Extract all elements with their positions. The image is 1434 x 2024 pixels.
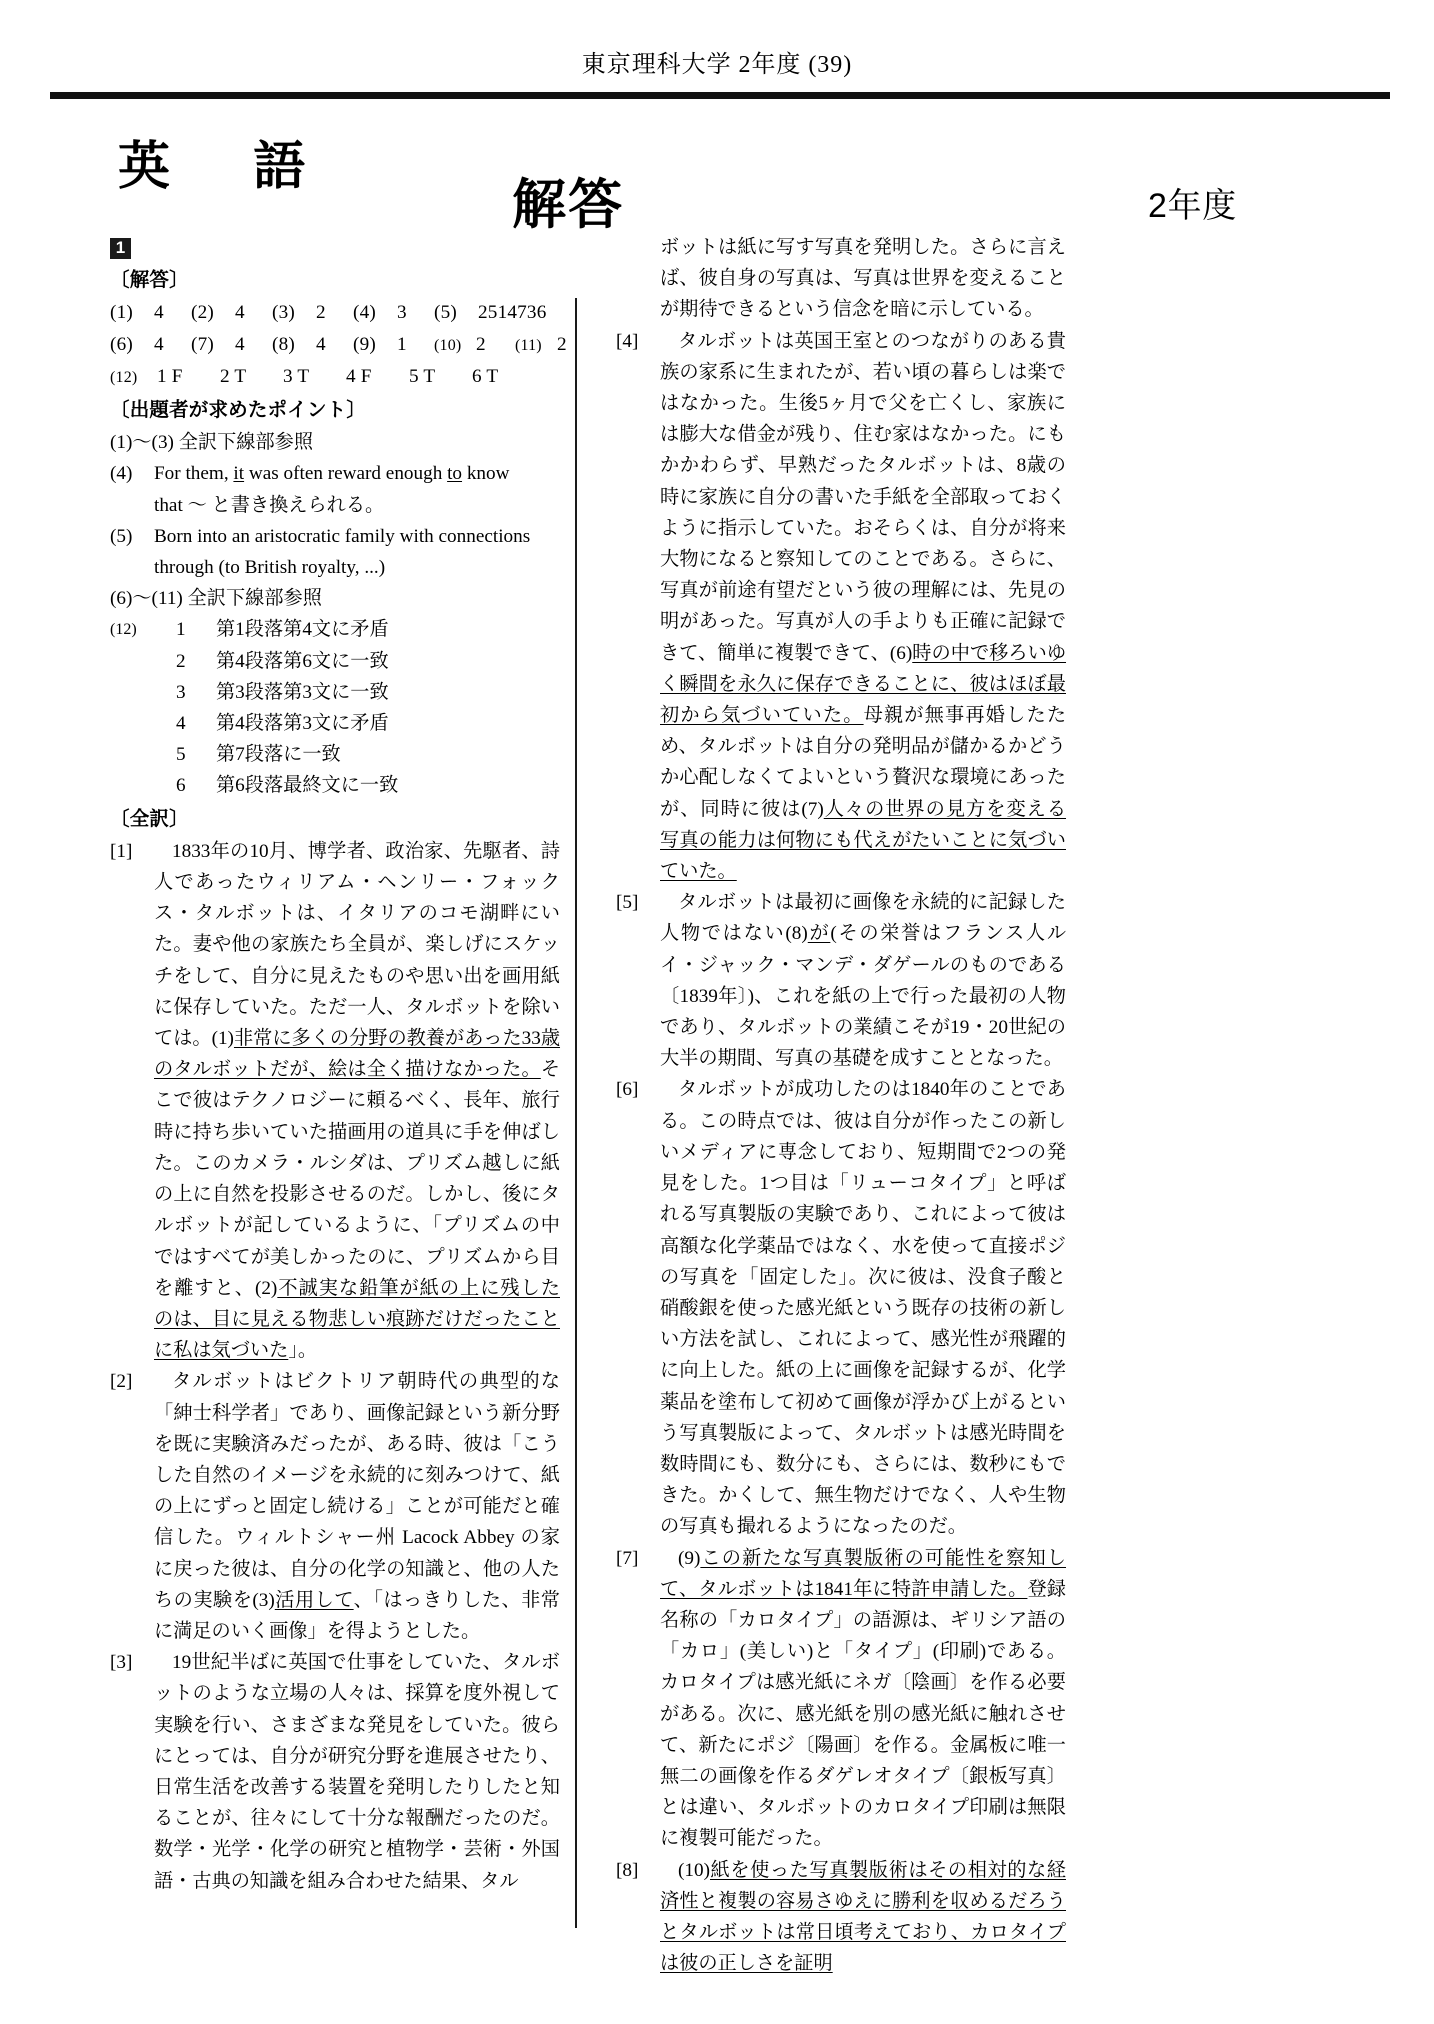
answer-value: 1 F: [157, 365, 183, 387]
underlined-text: が: [807, 923, 831, 945]
answer-label: (4): [353, 302, 376, 324]
translation-paragraph-3-continued: [616, 232, 1066, 326]
list-item-number: 1: [176, 619, 186, 641]
paragraph-text: (10): [678, 1859, 710, 1881]
right-column: [616, 232, 1066, 1979]
header-rule: [50, 92, 1390, 99]
answer-value: 6 T: [472, 365, 499, 387]
list-item-number: 5: [176, 744, 186, 766]
running-head: 東京理科大学 2年度 (39): [581, 52, 853, 78]
list-item-label: 第4段落第3文に矛盾: [216, 713, 389, 735]
points-line-1-3: (1)〜(3) 全訳下線部参照: [110, 432, 314, 454]
underlined-text: 非常に多くの分野の教養があった33歳のタルボットだが、絵は全く描けなかった。: [154, 1028, 561, 1081]
underlined-text: 活用して: [274, 1589, 354, 1611]
answer-value: 4: [316, 333, 326, 355]
list-item-label: 第6段落最終文に一致: [216, 775, 399, 797]
answer-value: 4 F: [346, 365, 372, 387]
list-item: [110, 677, 560, 708]
list-item-label: 第1段落第4文に矛盾: [216, 619, 389, 641]
translation-paragraph-5: [616, 887, 1066, 1074]
translation-heading: 〔全訳〕: [110, 807, 189, 830]
answer-row-12: [110, 361, 560, 393]
list-item-label: 第4段落第6文に一致: [216, 650, 389, 672]
translation-paragraph-3: [110, 1647, 560, 1897]
answer-label: (8): [272, 333, 295, 355]
paragraph-text: そこで彼はテクノロジーに頼るべく、長年、旅行時に持ち歩いていた描画用の道具に手を伸ばした。このカメラ・ルシダは、プリズム越しに紙の上に自然を投影させるのだ。しかし、後にタルボットが記しているように、「プリズムの中ではすべてが美しかったのに、プリズムから目を離すと、(2): [154, 1059, 560, 1299]
answer-value: 4: [235, 333, 245, 355]
paragraph-text: 19世紀半ばに英国で仕事をしていた、タルボットのような立場の人々は、採算を度外視して実験を行い、さまざまな発見をしていた。彼らにとっては、自分が研究分野を進展させたり、日常生活を改善する装置を発明したりしたと知ることが、往々にして十分な報酬だったのだ。数学・光学・化学の研究と植物学・芸術・外国語・古典の知識を組み合わせた結果、タル: [154, 1652, 560, 1892]
answer-row-1: [110, 297, 560, 328]
points-item-tag: (12): [110, 621, 137, 639]
paragraph-number: [7]: [616, 1547, 639, 1569]
list-item: [110, 708, 560, 739]
translation-paragraph-8: [616, 1855, 1066, 1980]
answer-label: (9): [353, 333, 376, 355]
points-item-text-cont: through (to British royalty, ...): [154, 557, 386, 579]
answers-heading: 〔解答〕: [110, 269, 189, 292]
paragraph-text: ボットは紙に写す写真を発明した。さらに言えば、彼自身の写真は、写真は世界を変えることが期待できるという信念を暗に示している。: [660, 237, 1066, 321]
document-type-heading: 解答: [512, 175, 625, 235]
answer-row-2: [110, 329, 567, 361]
answer-label: (1): [110, 302, 133, 324]
answer-label: (5): [434, 302, 457, 324]
answer-label: (11): [515, 336, 542, 354]
translation-paragraph-7: [616, 1543, 1066, 1855]
paragraph-text: 、「はっきりした、非常に満足のいく画像」を得ようとした。: [154, 1589, 560, 1642]
paragraph-number: [5]: [616, 892, 639, 914]
answer-value: 3: [397, 302, 407, 324]
answer-value: 1: [397, 333, 407, 355]
points-item-text-cont: that 〜 と書き換えられる。: [154, 494, 385, 516]
year-label: 2年度: [1148, 187, 1237, 225]
answer-value: 2: [476, 333, 486, 355]
answer-value: 2: [316, 302, 326, 324]
points-line-6-11: (6)〜(11) 全訳下線部参照: [110, 588, 322, 610]
points-item-text: Born into an aristocratic family with connections: [154, 525, 531, 547]
translation-paragraph-4: [616, 326, 1066, 888]
column-divider: [575, 298, 577, 1928]
list-item-number: 3: [176, 681, 186, 703]
paragraph-text: 母親が無事再婚したため、タルボットは自分の発明品が儲かるかどうか心配しなくてよいという贅沢な環境にあったが、同時に彼は(7): [660, 705, 1067, 820]
list-item-number: 6: [176, 775, 186, 797]
points-item-12: [110, 614, 560, 801]
points-item-4: [110, 458, 560, 520]
list-item: [110, 614, 560, 645]
answer-label: (12): [110, 368, 138, 386]
points-item-tag: (5): [110, 525, 133, 547]
list-item-label: 第3段落第3文に一致: [216, 681, 389, 703]
points-item-5: [110, 521, 560, 583]
paragraph-text: タルボットはビクトリア朝時代の典型的な「紳士科学者」であり、画像記録という新分野を既に実験済みだったが、ある時、彼は「こうした自然のイメージを永続的に刻みつけて、紙の上にずっと固定し続ける」ことが可能だと確信した。ウィルトシャー州 Lacock Abbey の家に戻った彼は、自分の化学の知識と、他の人たちの実験を(3): [154, 1371, 560, 1611]
translation-paragraph-6: [616, 1074, 1066, 1542]
paragraph-number: [4]: [616, 330, 639, 352]
answer-label: (2): [191, 302, 214, 324]
question-number-badge: 1: [110, 238, 131, 259]
paragraph-text: (9): [678, 1547, 701, 1569]
paragraph-number: [3]: [110, 1652, 133, 1674]
paragraph-number: [2]: [110, 1371, 133, 1393]
list-item: [110, 646, 560, 677]
paragraph-text: タルボットは最初に画像を永続的に記録した人物ではない(8): [660, 892, 1066, 945]
translation-paragraph-2: [110, 1366, 560, 1647]
answer-value: 2 T: [220, 365, 247, 387]
answer-value: 4: [235, 302, 245, 324]
answer-value: 4: [154, 302, 164, 324]
underlined-text: 人々の世界の見方を変える写真の能力は何物にも代えがたいことに気づいていた。: [660, 798, 1067, 883]
answer-value: 2: [557, 333, 567, 355]
list-item-label: 第7段落に一致: [216, 744, 341, 766]
answer-value: 4: [154, 333, 164, 355]
points-item-text: For them, it was often reward enough to know: [154, 463, 510, 485]
paragraph-number: [1]: [110, 840, 133, 862]
underlined-text: この新たな写真製版術の可能性を察知して、タルボットは1841年に特許申請した。: [660, 1547, 1066, 1600]
answer-label: (7): [191, 333, 214, 355]
page-title: 英 語: [118, 138, 321, 196]
answer-value: 2514736: [478, 302, 547, 324]
list-item: [110, 770, 560, 801]
list-item: [110, 739, 560, 770]
answer-label: (6): [110, 333, 133, 355]
points-heading: 〔出題者が求めたポイント〕: [110, 399, 367, 422]
underlined-text: 紙を使った写真製版術はその相対的な経済性と複製の容易さゆえに勝利を収めるだろうとタルボットは常日頃考えており、カロタイプは彼の正しさを証明: [660, 1859, 1066, 1975]
answer-label: (10): [434, 336, 462, 354]
list-item-number: 4: [176, 713, 186, 735]
paragraph-text: タルボットは英国王室とのつながりのある貴族の家系に生まれたが、若い頃の暮らしは楽ではなかった。生後5ヶ月で父を亡くし、家族には膨大な借金が残り、住む家はなかった。にもかかわらず、早熟だったタルボットは、8歳の時に家族に自分の書いた手紙を全部取っておくように指示していた。おそらくは、自分が将来大物になると察知してのことである。さらに、写真が前途有望だという彼の理解には、先見の明があった。写真が人の手よりも正確に記録できて、簡単に複製できて、(6): [660, 330, 1066, 664]
left-column: [110, 232, 567, 1897]
paragraph-text: (その栄誉はフランス人ルイ・ジャック・マンデ・ダゲールのものである〔1839年〕)、これを紙の上で行った最初の人物であり、タルボットの業績こそが19・20世紀の大半の期間、写真の基礎を成すこととなった。: [660, 923, 1067, 1070]
underlined-text: 不誠実な鉛筆が紙の上に残したのは、目に見える物悲しい痕跡だけだったことに私は気づいた: [154, 1277, 560, 1362]
translation-paragraph-1: [110, 836, 560, 1366]
paragraph-text: 」。: [288, 1340, 318, 1362]
points-item-tag: (4): [110, 463, 133, 485]
paragraph-text: 登録名称の「カロタイプ」の語源は、ギリシア語の「カロ」(美しい)と「タイプ」(印刷)である。カロタイプは感光紙にネガ〔陰画〕を作る必要がある。次に、感光紙を別の感光紙に触れさせて、新たにポジ〔陽画〕を作る。金属板に唯一無二の画像を作るダゲレオタイプ〔銀板写真〕とは違い、タルボットのカロタイプ印刷は無限に複製可能だった。: [660, 1578, 1066, 1850]
list-item-number: 2: [176, 650, 186, 672]
paragraph-text: 1833年の10月、博学者、政治家、先駆者、詩人であったウィリアム・ヘンリー・フォックス・タルボットは、イタリアのコモ湖畔にいた。妻や他の家族たち全員が、楽しげにスケッチをして、自分に見えたものや思い出を画用紙に保存していた。ただ一人、タルボットを除いては。(1): [154, 840, 560, 1050]
answer-label: (3): [272, 302, 295, 324]
paragraph-text: タルボットが成功したのは1840年のことである。この時点では、彼は自分が作ったこの新しいメディアに専念しており、短期間で2つの発見をした。1つ目は「リューコタイプ」と呼ばれる写真製版の実験であり、これによって彼は高額な化学薬品ではなく、水を使って直接ポジの写真を「固定した」。次に彼は、没食子酸と硝酸銀を使った感光紙という既存の技術の新しい方法を試し、これによって、感光性が飛躍的に向上した。紙の上に画像を記録するが、化学薬品を塗布して初めて画像が浮かび上がるという写真製版によって、タルボットは感光時間を数時間にも、数分にも、さらには、数秒にもできた。かくして、無生物だけでなく、人や生物の写真も撮れるようになったのだ。: [660, 1079, 1066, 1538]
paragraph-number: [8]: [616, 1859, 639, 1881]
answer-value: 5 T: [409, 365, 436, 387]
paragraph-number: [6]: [616, 1079, 639, 1101]
underlined-text: 時の中で移ろいゆく瞬間を永久に保存できることに、彼はほぼ最初から気づいていた。: [660, 642, 1067, 727]
answer-value: 3 T: [283, 365, 310, 387]
